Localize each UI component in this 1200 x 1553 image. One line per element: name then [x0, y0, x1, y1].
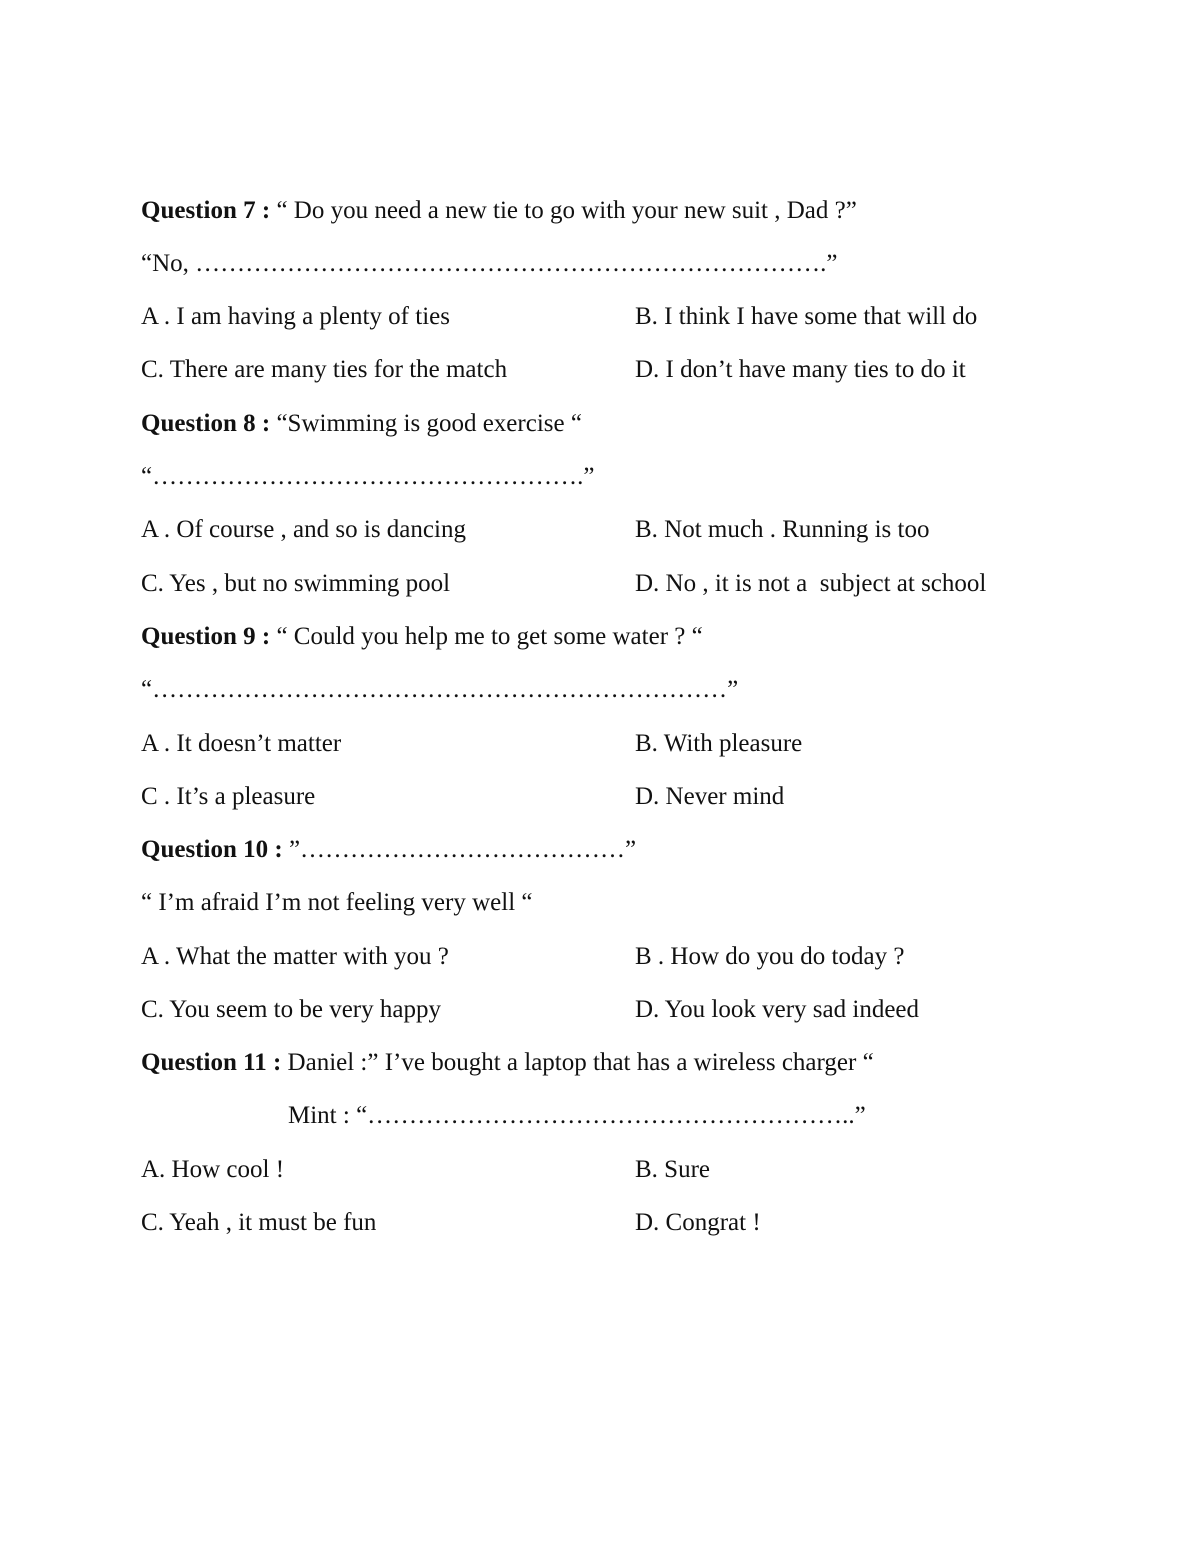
question-7-option-b: B. I think I have some that will do	[635, 303, 978, 330]
question-9-option-d: D. Never mind	[635, 783, 785, 810]
question-label: Question 9 :	[141, 623, 271, 650]
question-7-blank: “No, ………………………………………………………………….”	[141, 250, 838, 277]
question-8-option-c: C. Yes , but no swimming pool	[141, 570, 451, 597]
question-10-option-b: B . How do you do today ?	[635, 943, 905, 970]
question-11-option-c: C. Yeah , it must be fun	[141, 1209, 377, 1236]
question-11-blank: Mint : “…………………………………………………..”	[288, 1102, 866, 1129]
question-10-option-a: A . What the matter with you ?	[141, 943, 449, 970]
question-11-option-d: D. Congrat !	[635, 1209, 761, 1236]
question-stem: Daniel :” I’ve bought a laptop that has a wireless charger “	[281, 1049, 874, 1076]
question-stem: “ Could you help me to get some water ? “	[270, 623, 703, 650]
question-10-option-d: D. You look very sad indeed	[635, 996, 920, 1023]
question-9-blank: “……………………………………………………………”	[141, 676, 739, 703]
question-label: Question 11 :	[141, 1049, 282, 1076]
question-8-option-d: D. No , it is not a subject at school	[635, 570, 987, 597]
question-9-option-b: B. With pleasure	[635, 730, 803, 757]
question-9-option-a: A . It doesn’t matter	[141, 730, 342, 757]
question-stem: ”…………………………………”	[282, 836, 637, 863]
question-7-heading	[141, 196, 857, 226]
question-10-heading	[141, 835, 636, 865]
question-label: Question 10 :	[141, 836, 283, 863]
question-9-heading	[141, 622, 703, 652]
question-8-heading	[141, 409, 582, 439]
question-10-option-c: C. You seem to be very happy	[141, 996, 441, 1023]
question-7-option-a: A . I am having a plenty of ties	[141, 303, 450, 330]
question-11-option-a: A. How cool !	[141, 1156, 285, 1183]
question-10-prompt: “ I’m afraid I’m not feeling very well “	[141, 889, 533, 916]
question-stem: “ Do you need a new tie to go with your new suit , Dad ?”	[270, 197, 857, 224]
question-label: Question 7 :	[141, 197, 271, 224]
question-7-option-d: D. I don’t have many ties to do it	[635, 356, 966, 383]
question-label: Question 8 :	[141, 410, 271, 437]
question-11-option-b: B. Sure	[635, 1156, 710, 1183]
question-9-option-c: C . It’s a pleasure	[141, 783, 316, 810]
question-8-blank: “…………………………………………….”	[141, 463, 595, 490]
question-8-option-a: A . Of course , and so is dancing	[141, 516, 466, 543]
question-7-option-c: C. There are many ties for the match	[141, 356, 508, 383]
question-8-option-b: B. Not much . Running is too	[635, 516, 930, 543]
question-stem: “Swimming is good exercise “	[270, 410, 582, 437]
question-11-heading	[141, 1048, 874, 1078]
